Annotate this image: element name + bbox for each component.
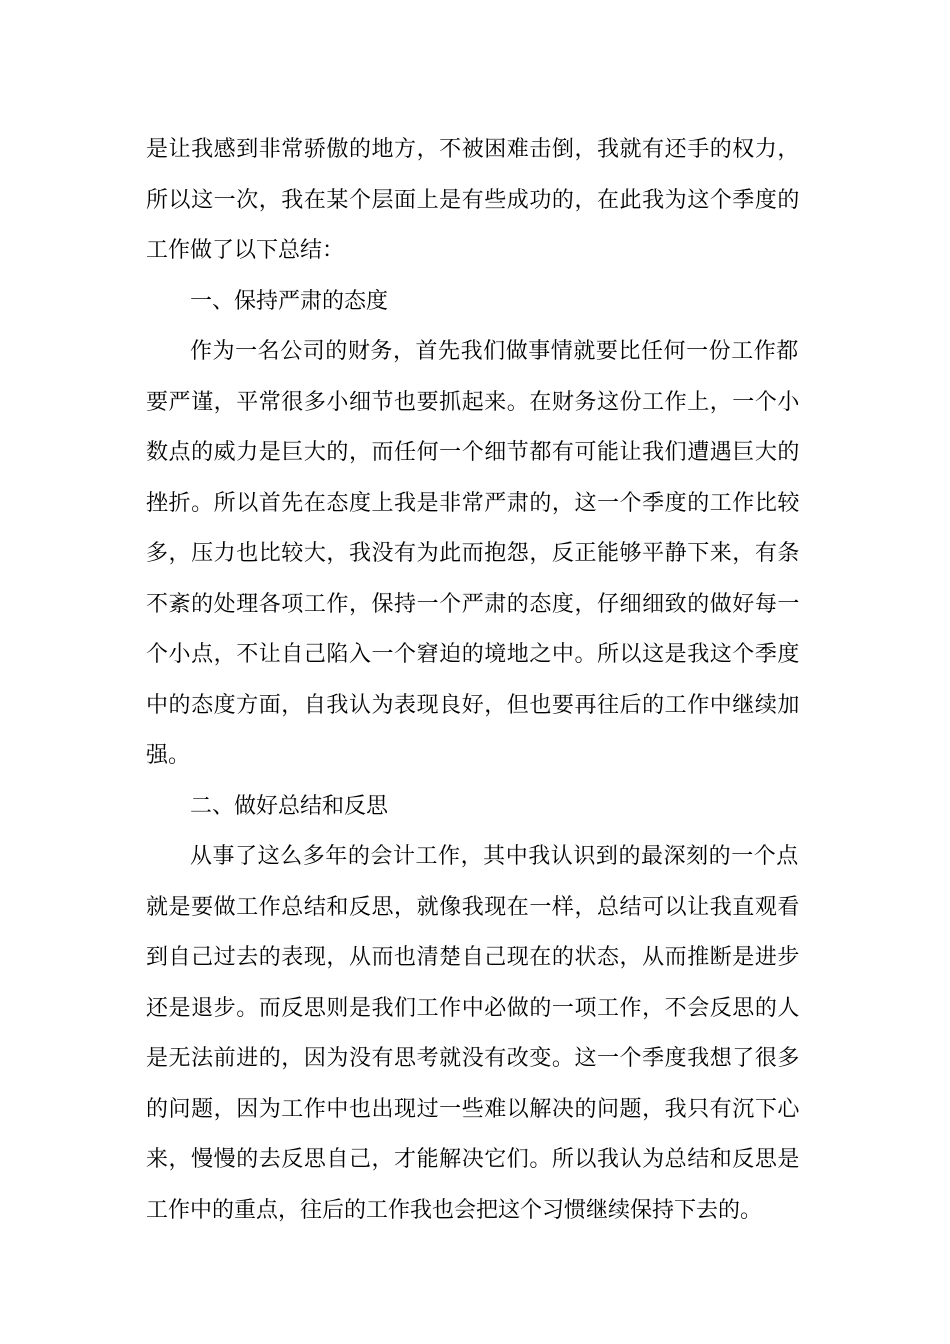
text-line: 的问题，因为工作中也出现过一些难以解决的问题，我只有沉下心: [146, 1096, 800, 1122]
text-line: 就是要做工作总结和反思，就像我现在一样，总结可以让我直观看: [146, 894, 800, 920]
text-line: 所以这一次，我在某个层面上是有些成功的，在此我为这个季度的: [146, 187, 800, 213]
text-line: 强。: [146, 743, 191, 768]
document-page: [146, 125, 806, 1236]
text-line: 不紊的处理各项工作，保持一个严肃的态度，仔细细致的做好每一: [146, 591, 800, 617]
paragraph-section-1: [146, 327, 806, 782]
text-line: 挫折。所以首先在态度上我是非常严肃的，这一个季度的工作比较: [146, 490, 800, 516]
section-heading-1: 一、保持严肃的态度: [190, 288, 389, 314]
text-line: 还是退步。而反思则是我们工作中必做的一项工作，不会反思的人: [146, 995, 800, 1021]
text-line: 到自己过去的表现，从而也清楚自己现在的状态，从而推断是进步: [146, 945, 800, 970]
paragraph-intro: [146, 125, 806, 277]
text-line: 要严谨，平常很多小细节也要抓起来。在财务这份工作上，一个小: [146, 389, 800, 415]
text-line: 工作做了以下总结：: [146, 238, 345, 263]
text-line: 是无法前进的，因为没有思考就没有改变。这一个季度我想了很多: [146, 1046, 800, 1071]
text-line: 来，慢慢的去反思自己，才能解决它们。所以我认为总结和反思是: [146, 1147, 800, 1172]
section-heading-2: 二、做好总结和反思: [190, 793, 389, 819]
text-line: 工作中的重点，往后的工作我也会把这个习惯继续保持下去的。: [146, 1197, 763, 1223]
text-line: 多，压力也比较大，我没有为此而抱怨，反正能够平静下来，有条: [146, 541, 800, 566]
text-line: 作为一名公司的财务，首先我们做事情就要比任何一份工作都: [190, 339, 799, 364]
text-line: 中的态度方面，自我认为表现良好，但也要再往后的工作中继续加: [146, 692, 800, 718]
text-line: 数点的威力是巨大的，而任何一个细节都有可能让我们遭遇巨大的: [146, 440, 800, 465]
text-line: 个小点，不让自己陷入一个窘迫的境地之中。所以这是我这个季度: [146, 642, 800, 667]
text-line: 从事了这么多年的会计工作，其中我认识到的最深刻的一个点: [190, 844, 799, 869]
paragraph-section-2: [146, 832, 806, 1236]
text-line: 是让我感到非常骄傲的地方，不被困难击倒，我就有还手的权力，: [146, 137, 800, 162]
